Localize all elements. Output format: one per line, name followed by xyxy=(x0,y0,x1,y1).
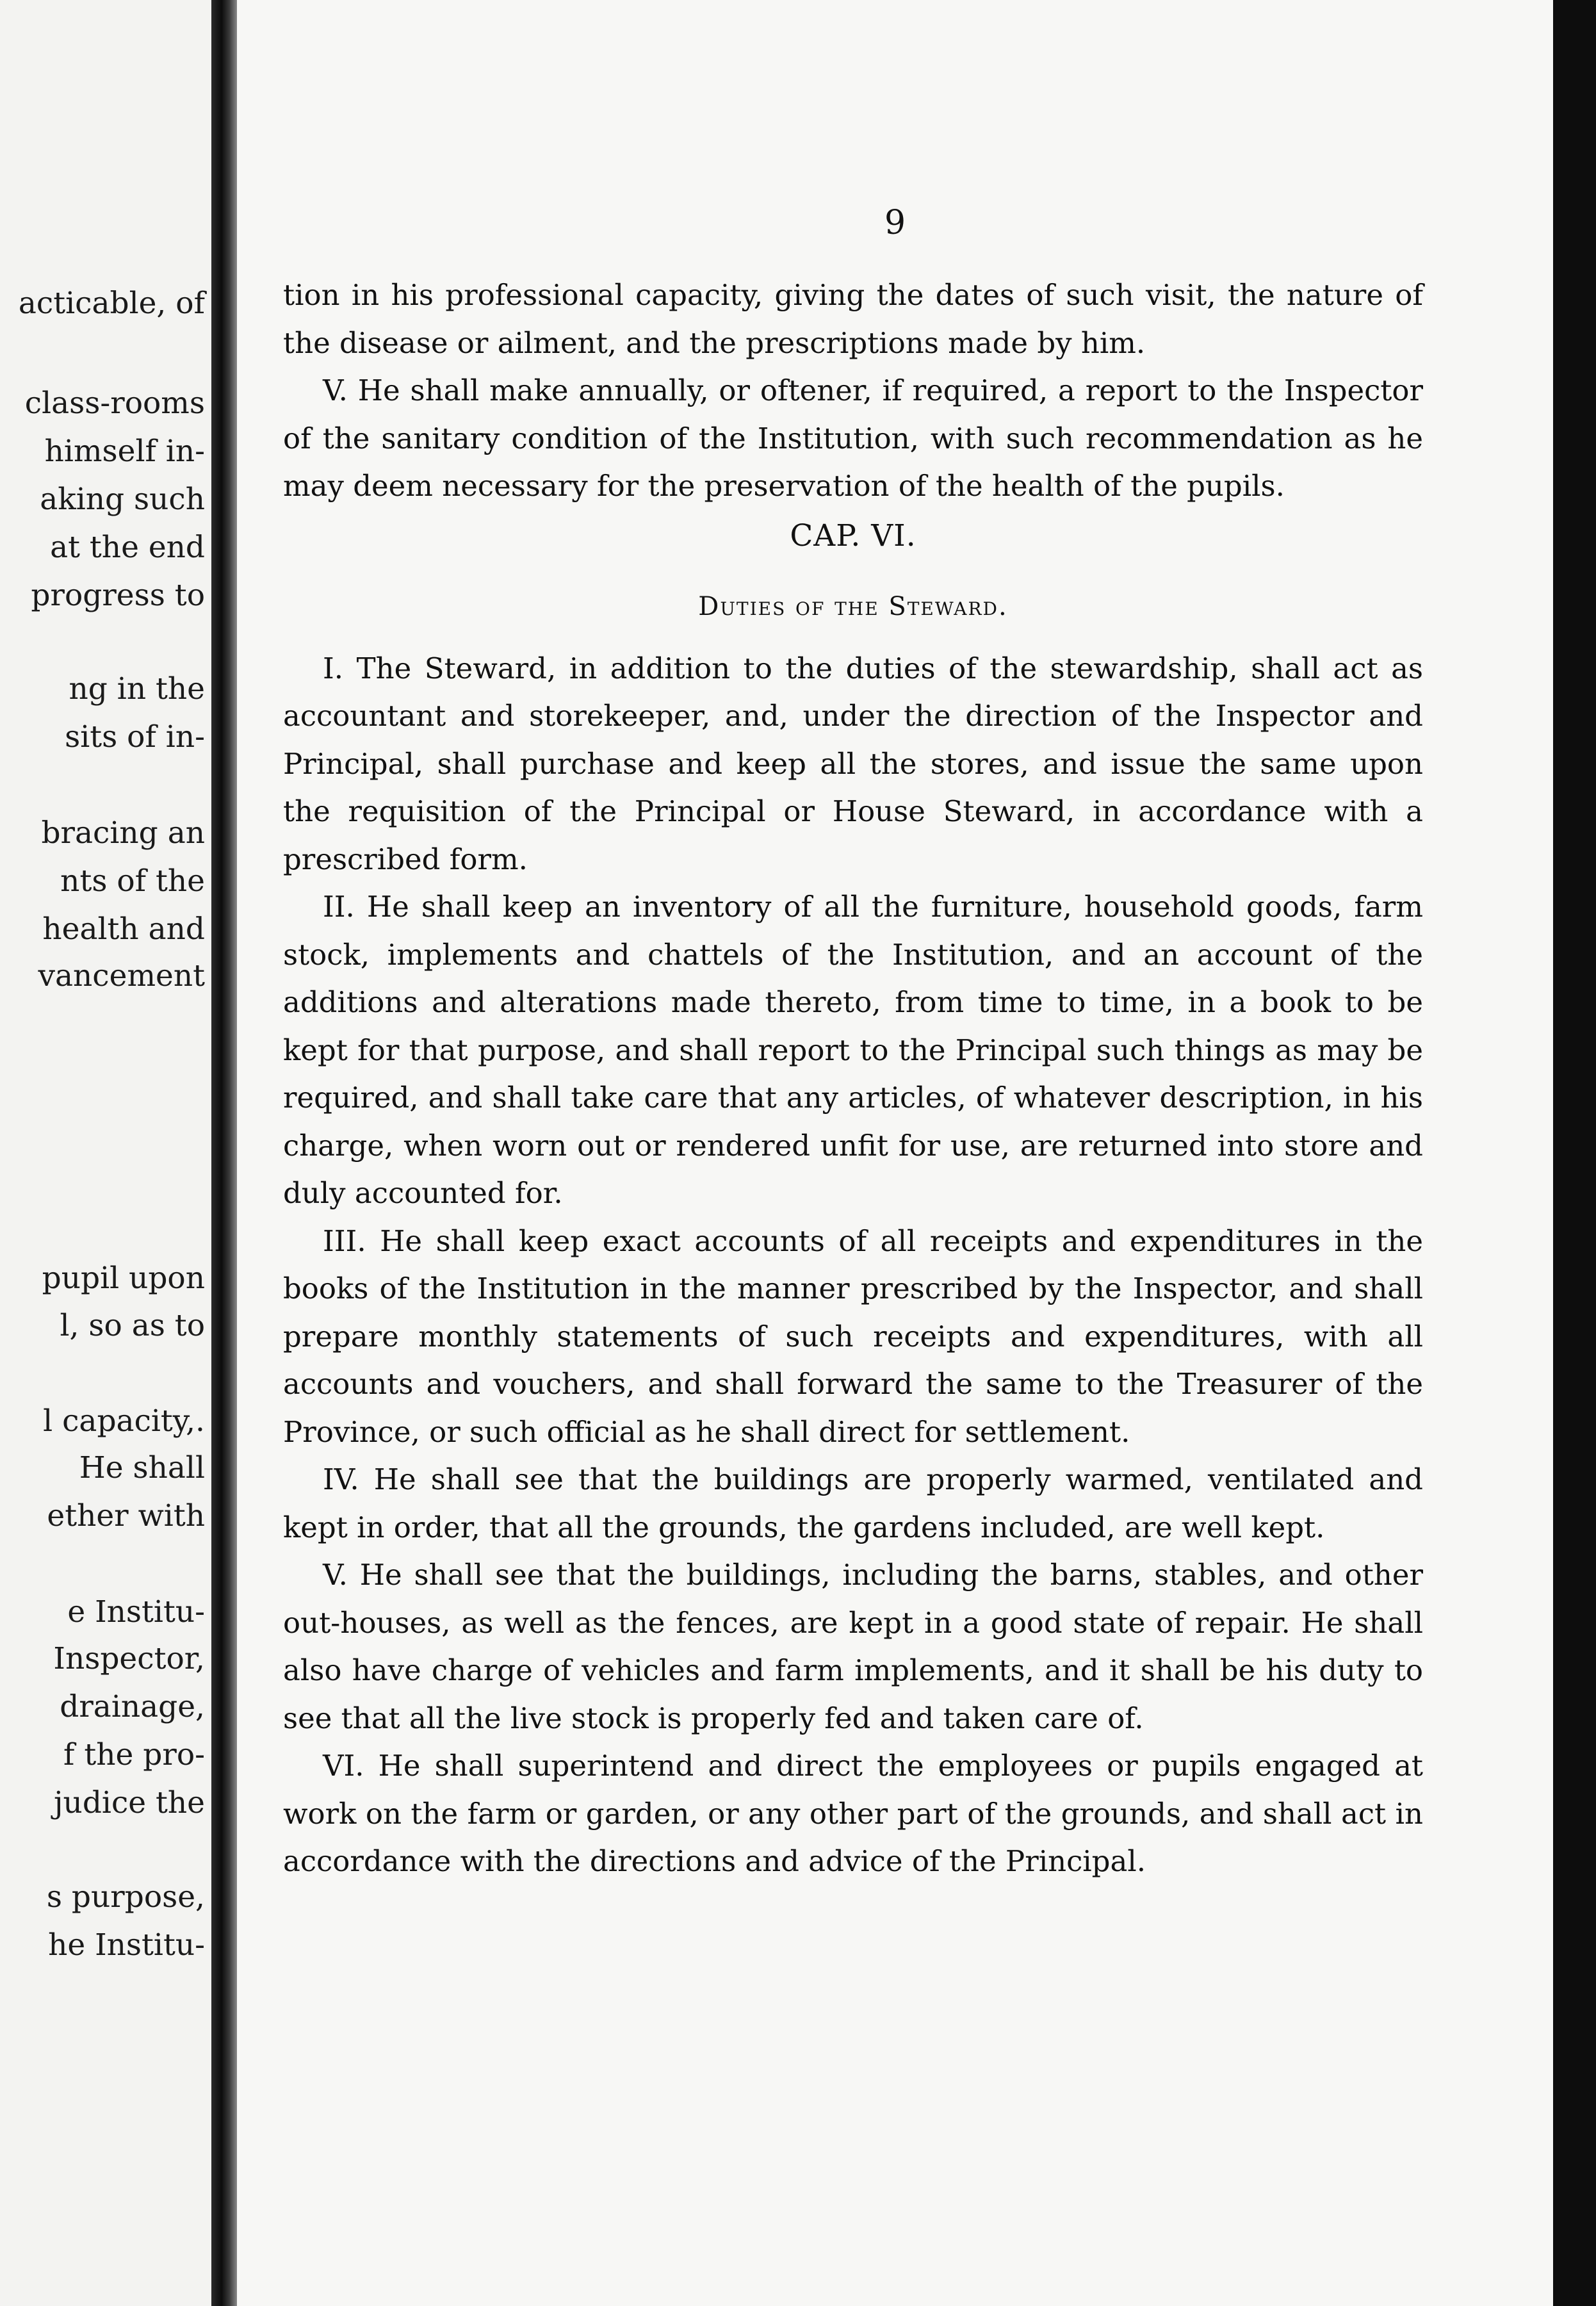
left-page-fragment: progress to xyxy=(31,578,205,613)
left-page-fragment: class-rooms xyxy=(24,386,205,421)
left-page-fragment: pupil upon xyxy=(42,1261,205,1296)
left-page-fragment: ether with xyxy=(47,1498,205,1533)
left-page-fragment: s purpose, xyxy=(46,1879,205,1915)
left-page-fragment: drainage, xyxy=(60,1689,205,1724)
steward-paragraph-vi: VI. He shall superintend and direct the employees or pupils engaged at work on the farm or garden, or any other part of the grounds, and shall act in accordance with the directions and advice of the Principal. xyxy=(283,1749,1423,1879)
book-binding-gutter xyxy=(211,0,237,2306)
left-page-fragment: ng in the xyxy=(69,671,205,707)
left-page-fragment: sits of in- xyxy=(65,719,205,755)
page-number: 9 xyxy=(884,204,906,242)
left-page-fragment: health and xyxy=(42,912,205,947)
physician-paragraph-v: V. He shall make annually, or oftener, if required, a report to the Inspector of the sanitary condition of the Institution, with such recommendation as he may deem necessary for the preservation of the health of the pupils. xyxy=(283,373,1423,503)
left-page-fragment: acticable, of xyxy=(18,286,205,321)
steward-paragraph-iii: III. He shall keep exact accounts of all receipts and expenditures in the books of the Institution in the manner prescribed by the Inspector, and shall prepare monthly statements of such receipts and expenditures, with all accounts and vouchers, and shall forward the same to the Treasurer of the Province, or such official as he shall direct for settlement. xyxy=(283,1223,1423,1449)
left-page-fragment: f the pro- xyxy=(63,1737,205,1772)
left-facing-page xyxy=(0,0,211,2306)
main-page xyxy=(237,0,1553,2306)
left-page-fragment: judice the xyxy=(53,1785,205,1820)
left-page-fragment: e Institu- xyxy=(67,1594,205,1630)
continuation-paragraph: tion in his professional capacity, giving the dates of such visit, the nature of the disease or ailment, and the prescriptions made by him. xyxy=(283,278,1423,360)
section-heading: Duties of the Steward. xyxy=(698,591,1008,621)
left-page-fragment: Inspector, xyxy=(53,1641,205,1676)
left-page-fragment: himself in- xyxy=(44,434,205,469)
left-page-fragment: bracing an xyxy=(41,815,205,851)
steward-paragraph-ii: II. He shall keep an inventory of all the furniture, household goods, farm stock, implements and chattels of the Institution, and an account of the additions and alterations made thereto, from time to time, in a book to be kept for that purpose, and shall report to the Principal such things as may be required, and shall take care that any articles, of whatever description, in his charge, when worn out or rendered unfit for use, are returned into store and duly accounted for. xyxy=(283,890,1423,1211)
left-page-fragment: he Institu- xyxy=(48,1927,205,1963)
left-page-fragment: l, so as to xyxy=(60,1308,205,1343)
left-page-fragment: l capacity,. xyxy=(43,1403,205,1439)
page-body xyxy=(283,272,1423,1886)
left-page-fragment: nts of the xyxy=(60,863,205,899)
steward-paragraph-iv: IV. He shall see that the buildings are properly warmed, ventilated and kept in order, that all the grounds, the gardens included, are well kept. xyxy=(283,1462,1423,1544)
left-page-fragment: He shall xyxy=(79,1450,205,1485)
left-page-fragment: vancement xyxy=(38,958,205,994)
steward-paragraph-i: I. The Steward, in addition to the duties of the stewardship, shall act as accountant and storekeeper, and, under the direction of the Inspector and Principal, shall purchase and keep all the stores, and issue the same upon the requisition of the Principal or House Steward, in accordance with a prescribed form. xyxy=(283,651,1423,876)
left-page-fragment: aking such xyxy=(40,482,205,517)
chapter-heading: CAP. VI. xyxy=(790,518,916,553)
scan-background-edge xyxy=(1553,0,1596,2306)
left-page-fragment: at the end xyxy=(50,530,205,565)
steward-paragraph-v: V. He shall see that the buildings, including the barns, stables, and other out-houses, as well as the fences, are kept in a good state of repair. He shall also have charge of vehicles and farm implements, and it shall be his duty to see that all the live stock is properly fed and taken care of. xyxy=(283,1558,1423,1735)
